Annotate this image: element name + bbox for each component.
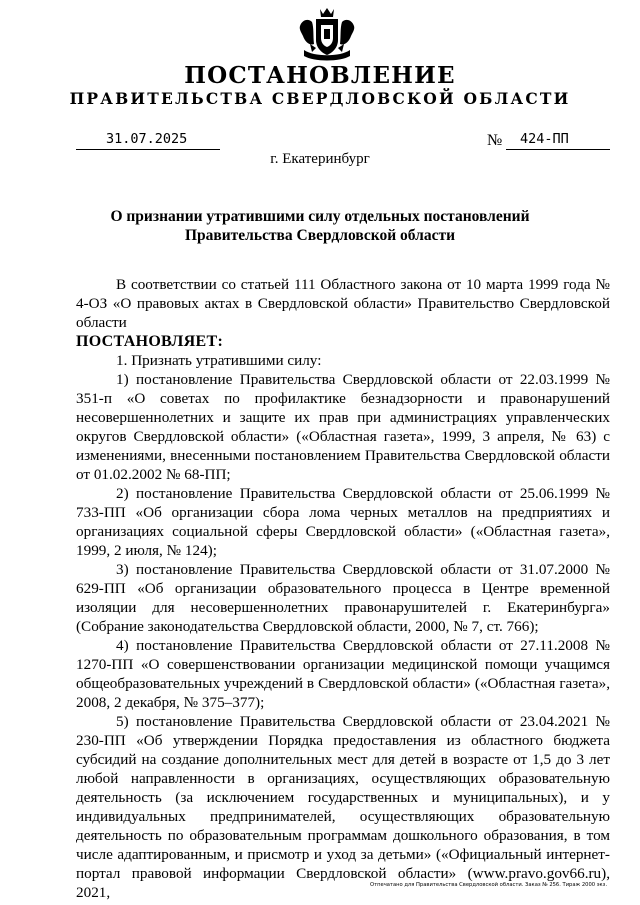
print-note: Отпечатано для Правительства Свердловской области. Заказ № 256. Тираж 2000 экз. xyxy=(370,882,608,888)
document-city: г. Екатеринбург xyxy=(270,151,370,167)
clause-1: 1. Признать утратившими силу: xyxy=(116,352,322,369)
document-body xyxy=(76,275,610,902)
coat-of-arms-icon xyxy=(296,6,358,62)
subclause-4: 4) постановление Правительства Свердловской области от 27.11.2008 № 1270-ПП «О совершенствовании организации медицинской помощи учащимся общеобразовательных учреждений в Свердловской области» («Областная газета», 2008, 2 декабря, № 375–377); xyxy=(76,637,610,711)
document-date: 31.07.2025 xyxy=(106,131,188,147)
document-subtitle: ПРАВИТЕЛЬСТВА СВЕРДЛОВСКОЙ ОБЛАСТИ xyxy=(69,89,571,108)
document-number: 424-ПП xyxy=(520,131,569,147)
subclause-2: 2) постановление Правительства Свердловской области от 25.06.1999 № 733-ПП «Об организации сбора лома черных металлов на предприятиях и организациях социальной сферы Свердловской области» («Областная газета», 1999, 2 июля, № 124); xyxy=(76,485,610,559)
subclause-5: 5) постановление Правительства Свердловской области от 23.04.2021 № 230-ПП «Об утверждении Порядка предоставления из областного бюджета субсидий на создание дополнительных мест для детей в возрасте от 1,5 до 3 лет любой направленности в организациях, осуществляющих образовательную деятельность (за исключением государственных и муниципальных), и у индивидуальных предпринимателей, осуществляющих образовательную деятельность по образовательным программам дошкольного образования, в том числе адаптированным, и присмотр и уход за детьми» («Официальный интернет-портал правовой информации Свердловской области» (www.pravo.gov66.ru), 2021, xyxy=(76,713,610,901)
heading-line-2: Правительства Свердловской области xyxy=(184,227,456,244)
heading-line-1: О признании утратившими силу отдельных постановлений xyxy=(110,208,530,225)
date-underline xyxy=(76,149,220,150)
decree-word: ПОСТАНОВЛЯЕТ: xyxy=(76,333,224,350)
subclause-1: 1) постановление Правительства Свердловской области от 22.03.1999 № 351-п «О советах по профилактике безнадзорности и правонарушений несовершеннолетних и защите их прав при администрациях управленческих округов Свердловской области» («Областная газета», 1999, 3 апреля, № 63) с изменениями, внесенными постановлением Правительства Свердловской области от 01.02.2002 № 68-ПП; xyxy=(76,371,610,483)
intro-paragraph: В соответствии со статьей 111 Областного закона от 10 марта 1999 года № 4-ОЗ «О правовых актах в Свердловской области» Правительство Свердловской области xyxy=(76,276,610,331)
number-sign: № xyxy=(487,132,503,149)
document-title: ПОСТАНОВЛЕНИЕ xyxy=(184,62,456,89)
number-underline xyxy=(506,149,610,150)
subclause-3: 3) постановление Правительства Свердловской области от 31.07.2000 № 629-ПП «Об организации образовательного процесса в Центре временной изоляции для несовершеннолетних правонарушителей г. Екатеринбурга» (Собрание законодательства Свердловской области, 2000, № 7, ст. 766); xyxy=(76,561,610,635)
document-heading xyxy=(0,207,640,245)
